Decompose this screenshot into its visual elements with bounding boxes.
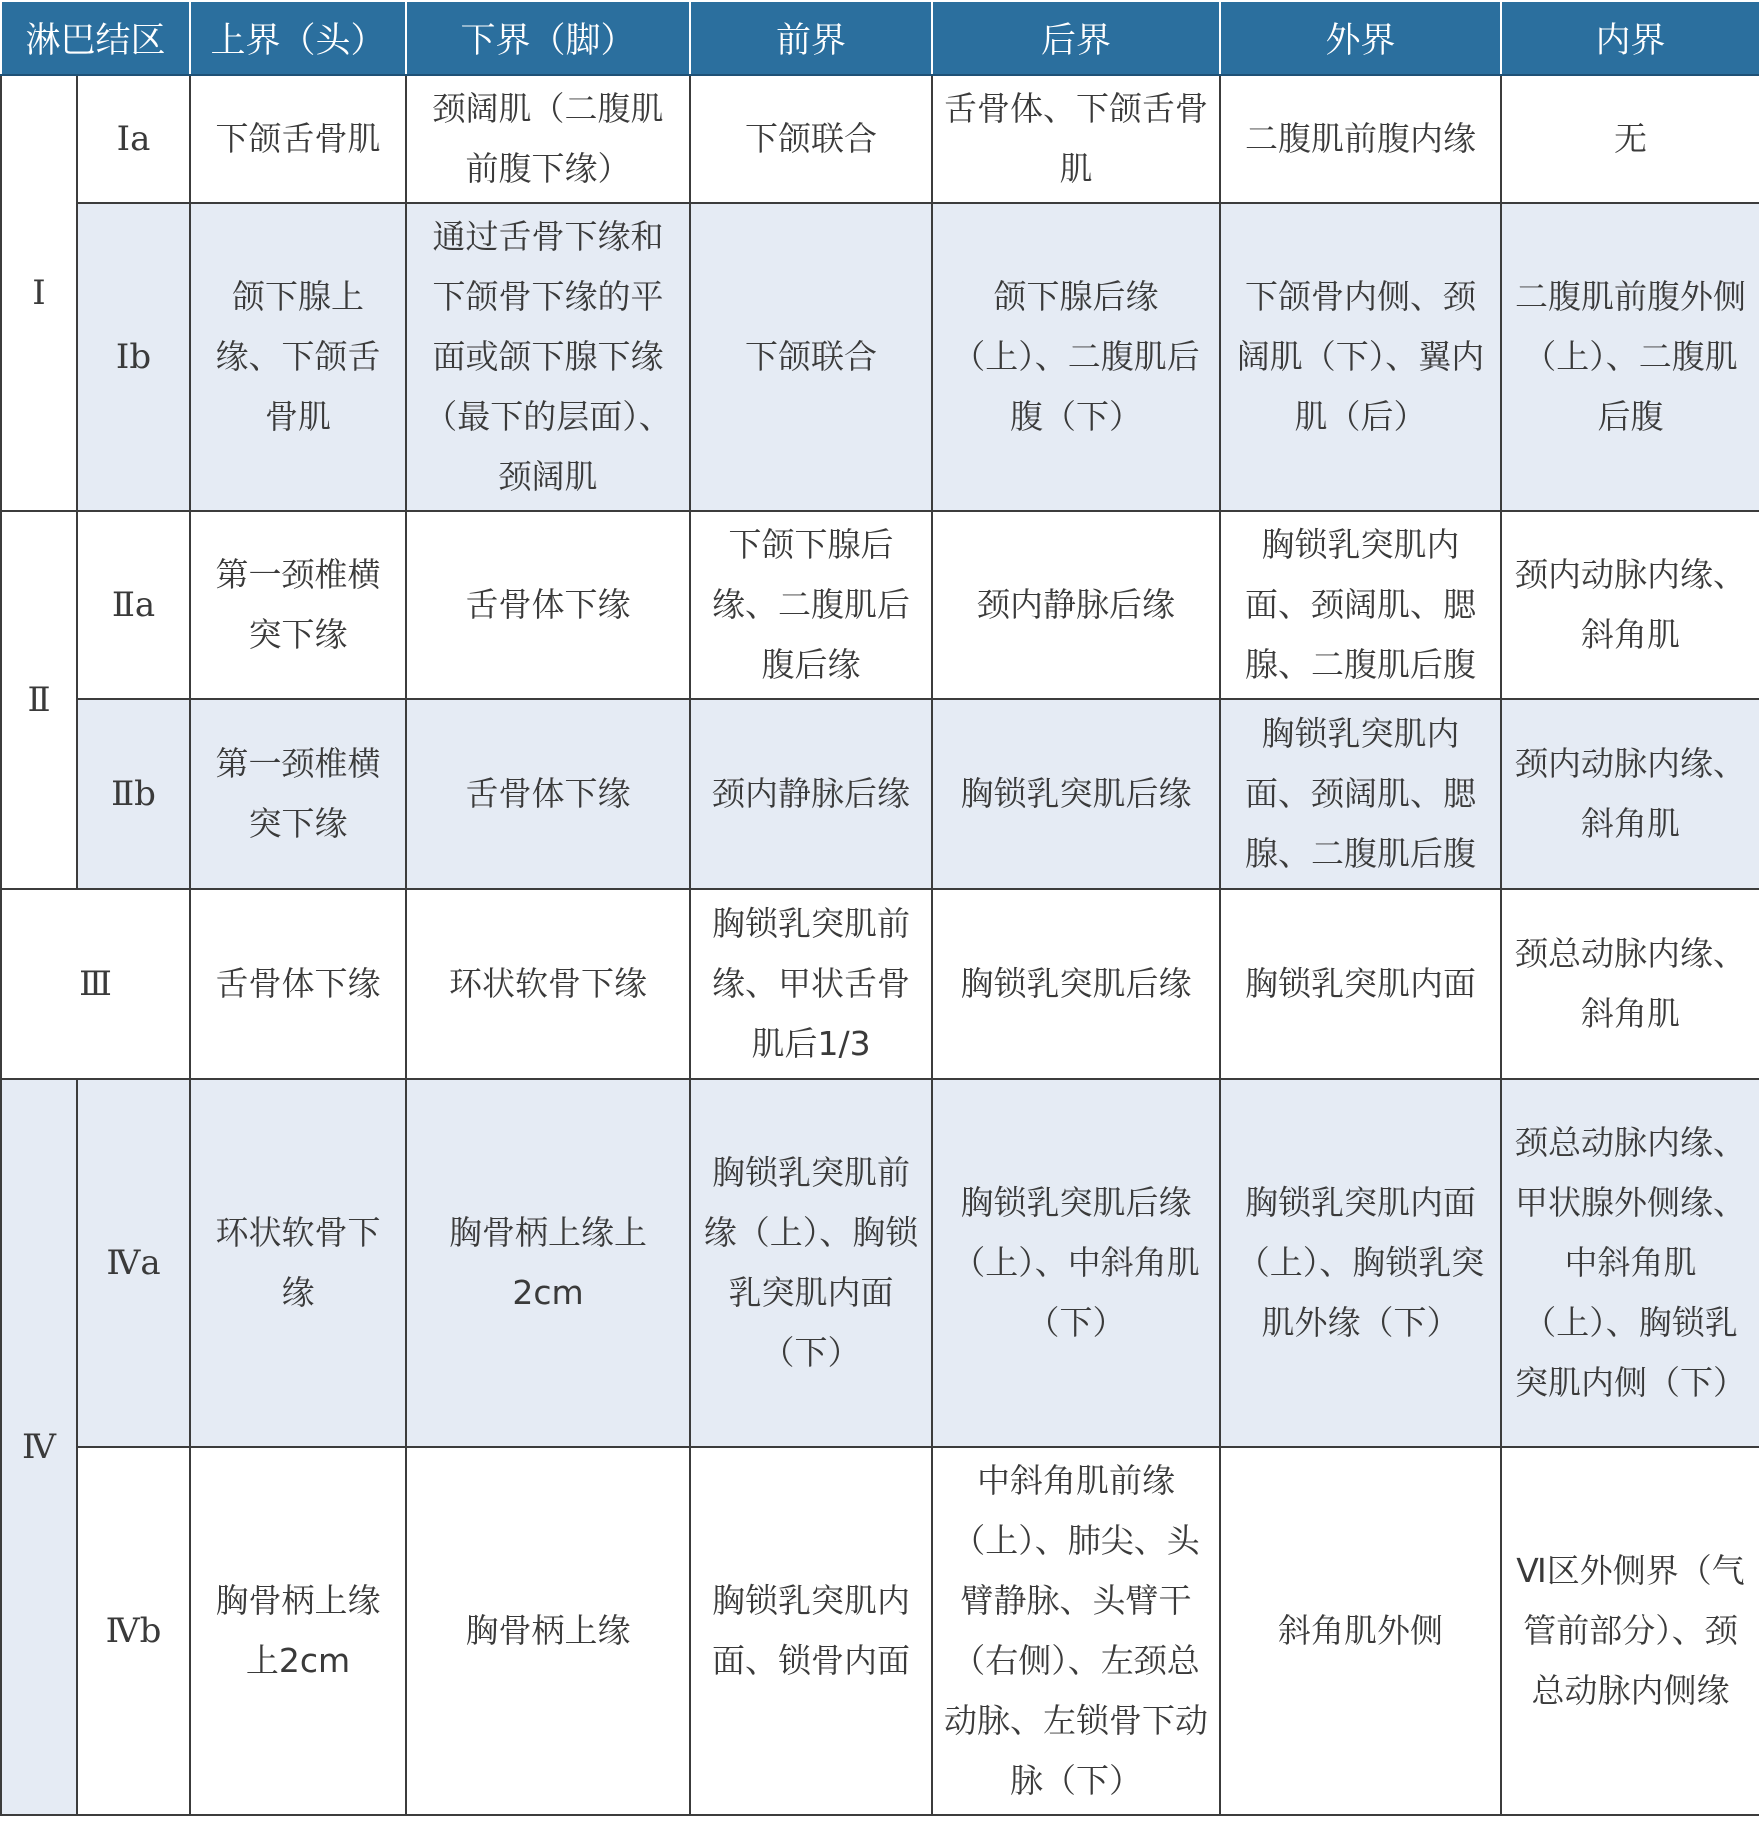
table-cell: 颈阔肌（二腹肌前腹下缘） [406, 75, 690, 203]
level-label: Ⅳ [1, 1079, 77, 1815]
table-cell: 舌骨体、下颌舌骨肌 [932, 75, 1220, 203]
table-cell: 胸锁乳突肌后缘 [932, 699, 1220, 889]
level-label: Ⅰ [1, 75, 77, 511]
table-cell: 胸骨柄上缘上2cm [406, 1079, 690, 1447]
table-row [1, 511, 1759, 699]
table-row [1, 1079, 1759, 1447]
table-row [1, 75, 1759, 203]
table-cell: 中斜角肌前缘（上）、肺尖、头臂静脉、头臂干（右侧）、左颈总动脉、左锁骨下动脉（下） [932, 1447, 1220, 1815]
header-region: 淋巴结区 [1, 1, 190, 75]
table-cell: 胸锁乳突肌内面 [1220, 889, 1501, 1079]
table-cell: 舌骨体下缘 [190, 889, 406, 1079]
table-cell: 颈总动脉内缘、斜角肌 [1501, 889, 1759, 1079]
table-cell: 胸锁乳突肌内面、颈阔肌、腮腺、二腹肌后腹 [1220, 699, 1501, 889]
table-cell: 胸锁乳突肌前缘（上）、胸锁乳突肌内面（下） [690, 1079, 932, 1447]
sublevel-label: Ⅱa [77, 511, 190, 699]
table-row [1, 889, 1759, 1079]
table-cell: 舌骨体下缘 [406, 511, 690, 699]
header-medial: 内界 [1501, 1, 1759, 75]
table-cell: 颈内动脉内缘、斜角肌 [1501, 511, 1759, 699]
table-cell: 颌下腺后缘（上）、二腹肌后腹（下） [932, 203, 1220, 511]
table-cell: 无 [1501, 75, 1759, 203]
header-upper: 上界（头） [190, 1, 406, 75]
table-row [1, 699, 1759, 889]
header-row [1, 1, 1759, 75]
table-cell: 胸锁乳突肌后缘 [932, 889, 1220, 1079]
table-cell: 颈总动脉内缘、甲状腺外侧缘、中斜角肌（上）、胸锁乳突肌内侧（下） [1501, 1079, 1759, 1447]
level-label: Ⅱ [1, 511, 77, 889]
table-cell: 第一颈椎横突下缘 [190, 511, 406, 699]
table-cell: 胸锁乳突肌内面、颈阔肌、腮腺、二腹肌后腹 [1220, 511, 1501, 699]
table-cell: 斜角肌外侧 [1220, 1447, 1501, 1815]
table-cell: 胸骨柄上缘 [406, 1447, 690, 1815]
table-cell: 颌下腺上缘、下颌舌骨肌 [190, 203, 406, 511]
table-cell: 下颌骨内侧、颈阔肌（下）、翼内肌（后） [1220, 203, 1501, 511]
level-label: Ⅲ [1, 889, 190, 1079]
header-lower: 下界（脚） [406, 1, 690, 75]
table-cell: 环状软骨下缘 [190, 1079, 406, 1447]
table-cell: 下颌联合 [690, 75, 932, 203]
table-row [1, 1447, 1759, 1815]
table-cell: 下颌舌骨肌 [190, 75, 406, 203]
header-posterior: 后界 [932, 1, 1220, 75]
table-cell: 下颌联合 [690, 203, 932, 511]
sublevel-label: Ⅳa [77, 1079, 190, 1447]
table-cell: 下颌下腺后缘、二腹肌后腹后缘 [690, 511, 932, 699]
table-cell: 通过舌骨下缘和下颌骨下缘的平面或颌下腺下缘（最下的层面）、颈阔肌 [406, 203, 690, 511]
table-cell: 舌骨体下缘 [406, 699, 690, 889]
header-lateral: 外界 [1220, 1, 1501, 75]
sublevel-label: Ⅱb [77, 699, 190, 889]
table-cell: 颈内静脉后缘 [690, 699, 932, 889]
table-cell: 胸锁乳突肌前缘、甲状舌骨肌后1/3 [690, 889, 932, 1079]
sublevel-label: Ⅰb [77, 203, 190, 511]
table-cell: 胸锁乳突肌内面（上）、胸锁乳突肌外缘（下） [1220, 1079, 1501, 1447]
table-cell: Ⅵ区外侧界（气管前部分）、颈总动脉内侧缘 [1501, 1447, 1759, 1815]
table-cell: 二腹肌前腹内缘 [1220, 75, 1501, 203]
sublevel-label: Ⅰa [77, 75, 190, 203]
sublevel-label: Ⅳb [77, 1447, 190, 1815]
table-cell: 颈内动脉内缘、斜角肌 [1501, 699, 1759, 889]
table-cell: 胸锁乳突肌内面、锁骨内面 [690, 1447, 932, 1815]
table-cell: 颈内静脉后缘 [932, 511, 1220, 699]
table-cell: 环状软骨下缘 [406, 889, 690, 1079]
table-cell: 胸锁乳突肌后缘（上）、中斜角肌（下） [932, 1079, 1220, 1447]
table-row [1, 203, 1759, 511]
table-cell: 第一颈椎横突下缘 [190, 699, 406, 889]
table-cell: 胸骨柄上缘上2cm [190, 1447, 406, 1815]
header-anterior: 前界 [690, 1, 932, 75]
table-cell: 二腹肌前腹外侧（上）、二腹肌后腹 [1501, 203, 1759, 511]
